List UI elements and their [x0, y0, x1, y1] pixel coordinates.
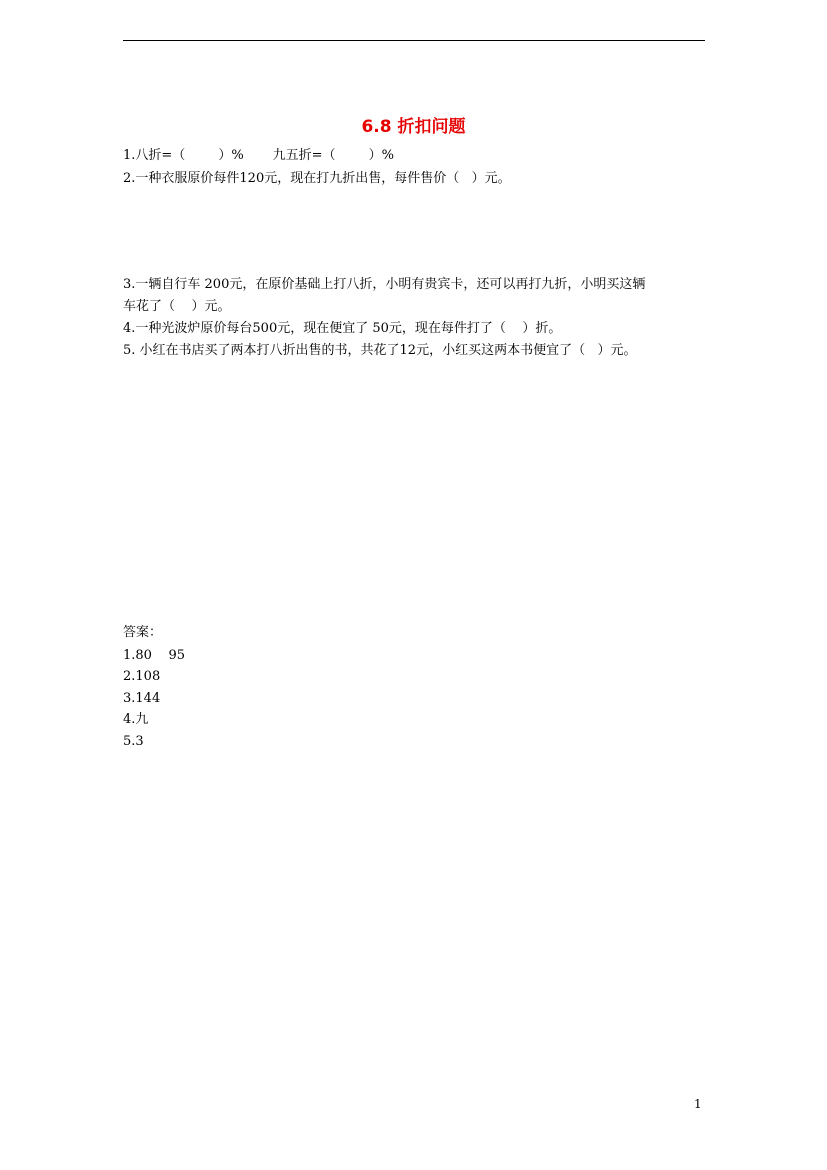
question-3-line-1: 3.一辆自行车 200元，在原价基础上打八折，小明有贵宾卡，还可以再打九折，小明买这辆 [123, 277, 646, 292]
answer-item: 5.3 [123, 734, 144, 749]
answer-item: 2.108 [123, 669, 161, 684]
header-rule [123, 40, 705, 41]
page-title: 6.8 折扣问题 [361, 117, 466, 137]
answer-item: 4.九 [123, 712, 149, 727]
question-5: 5. 小红在书店买了两本打八折出售的书，共花了12元，小红买这两本书便宜了（ ）元。 [123, 343, 637, 358]
page-number: 1 [694, 1097, 702, 1111]
question-2: 2.一种衣服原价每件120元，现在打九折出售，每件售价（ ）元。 [123, 171, 511, 186]
question-4: 4.一种光波炉原价每台500元，现在便宜了 50元，现在每件打了（ ）折。 [123, 321, 562, 336]
question-3-line-2: 车花了（ ）元。 [123, 299, 231, 314]
answer-item: 3.144 [123, 691, 161, 706]
answer-item: 1.80 95 [123, 648, 186, 663]
question-1: 1.八折=（ ）% 九五折=（ ）% [123, 148, 394, 163]
answers-label: 答案： [123, 625, 163, 640]
